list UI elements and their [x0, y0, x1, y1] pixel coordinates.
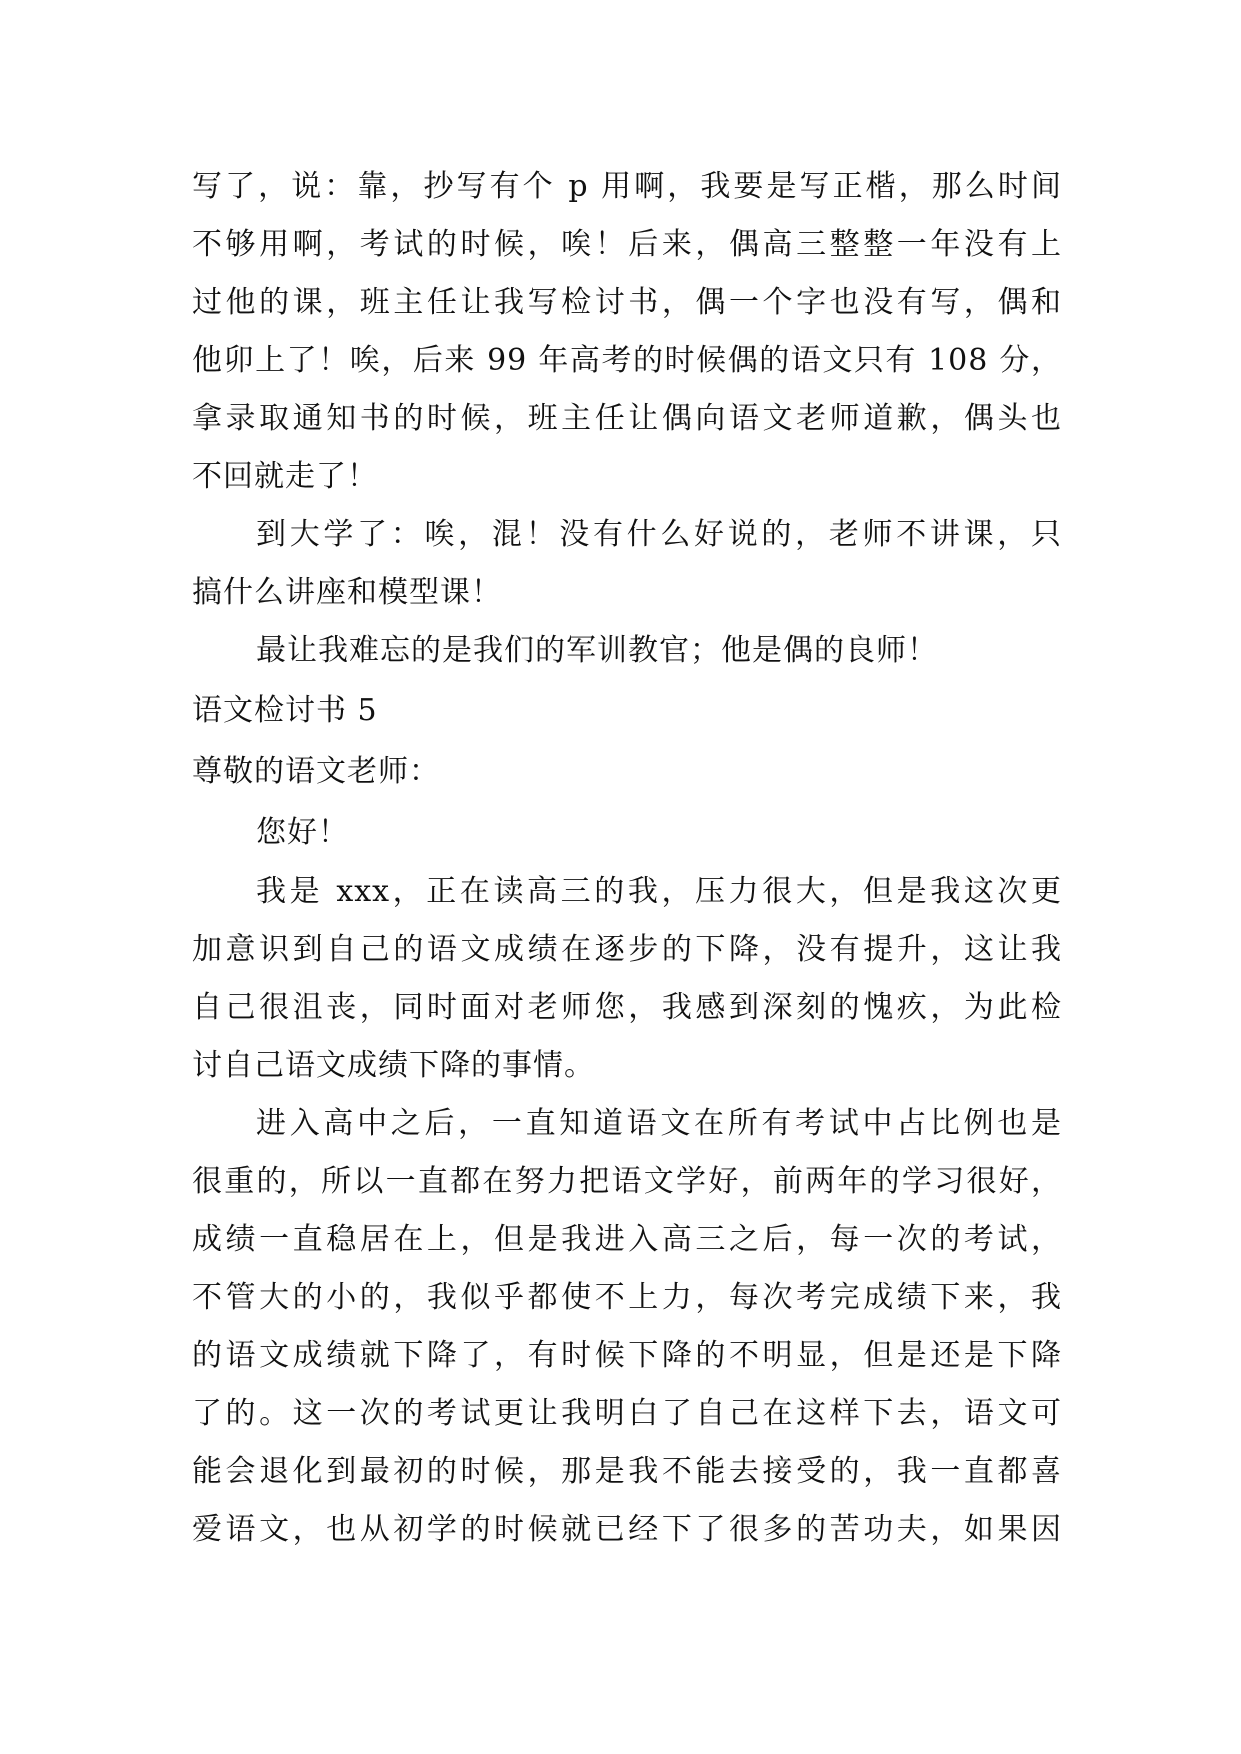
greeting: 您好！	[256, 815, 349, 850]
text-line: 加意识到自己的语文成绩在逐步的下降，没有提升，这让我	[192, 932, 1062, 967]
text-line: 他卯上了！唉，后来 99 年高考的时候偶的语文只有 108 分，	[192, 343, 1062, 378]
text-line: 能会退化到最初的时候，那是我不能去接受的，我一直都喜	[192, 1454, 1062, 1489]
text-line: 最让我难忘的是我们的军训教官；他是偶的良师！	[256, 633, 938, 668]
text-line: 进入高中之后，一直知道语文在所有考试中占比例也是	[256, 1106, 1062, 1141]
text-line: 过他的课，班主任让我写检讨书，偶一个字也没有写，偶和	[192, 285, 1062, 320]
text-line: 搞什么讲座和模型课！	[192, 575, 502, 610]
text-line: 讨自己语文成绩下降的事情。	[192, 1048, 595, 1083]
text-line: 写了，说：靠，抄写有个 p 用啊，我要是写正楷，那么时间	[192, 169, 1062, 204]
text-line: 不够用啊，考试的时候，唉！后来，偶高三整整一年没有上	[192, 227, 1062, 262]
text-line: 爱语文，也从初学的时候就已经下了很多的苦功夫，如果因	[192, 1512, 1062, 1547]
document-body	[192, 158, 1062, 1559]
salutation: 尊敬的语文老师：	[192, 754, 440, 789]
text-line: 成绩一直稳居在上，但是我进入高三之后，每一次的考试，	[192, 1222, 1062, 1257]
text-line: 很重的，所以一直都在努力把语文学好，前两年的学习很好，	[192, 1164, 1062, 1199]
text-line: 不管大的小的，我似乎都使不上力，每次考完成绩下来，我	[192, 1280, 1062, 1315]
text-line: 拿录取通知书的时候，班主任让偶向语文老师道歉，偶头也	[192, 401, 1062, 436]
text-line: 到大学了：唉，混！没有什么好说的，老师不讲课，只	[256, 517, 1062, 552]
text-line: 我是 xxx，正在读高三的我，压力很大，但是我这次更	[256, 874, 1062, 909]
text-line: 自己很沮丧，同时面对老师您，我感到深刻的愧疚，为此检	[192, 990, 1062, 1025]
text-line: 不回就走了！	[192, 459, 378, 494]
text-line: 了的。这一次的考试更让我明白了自己在这样下去，语文可	[192, 1396, 1062, 1431]
text-line: 的语文成绩就下降了，有时候下降的不明显，但是还是下降	[192, 1338, 1062, 1373]
section-heading: 语文检讨书 5	[192, 693, 378, 728]
